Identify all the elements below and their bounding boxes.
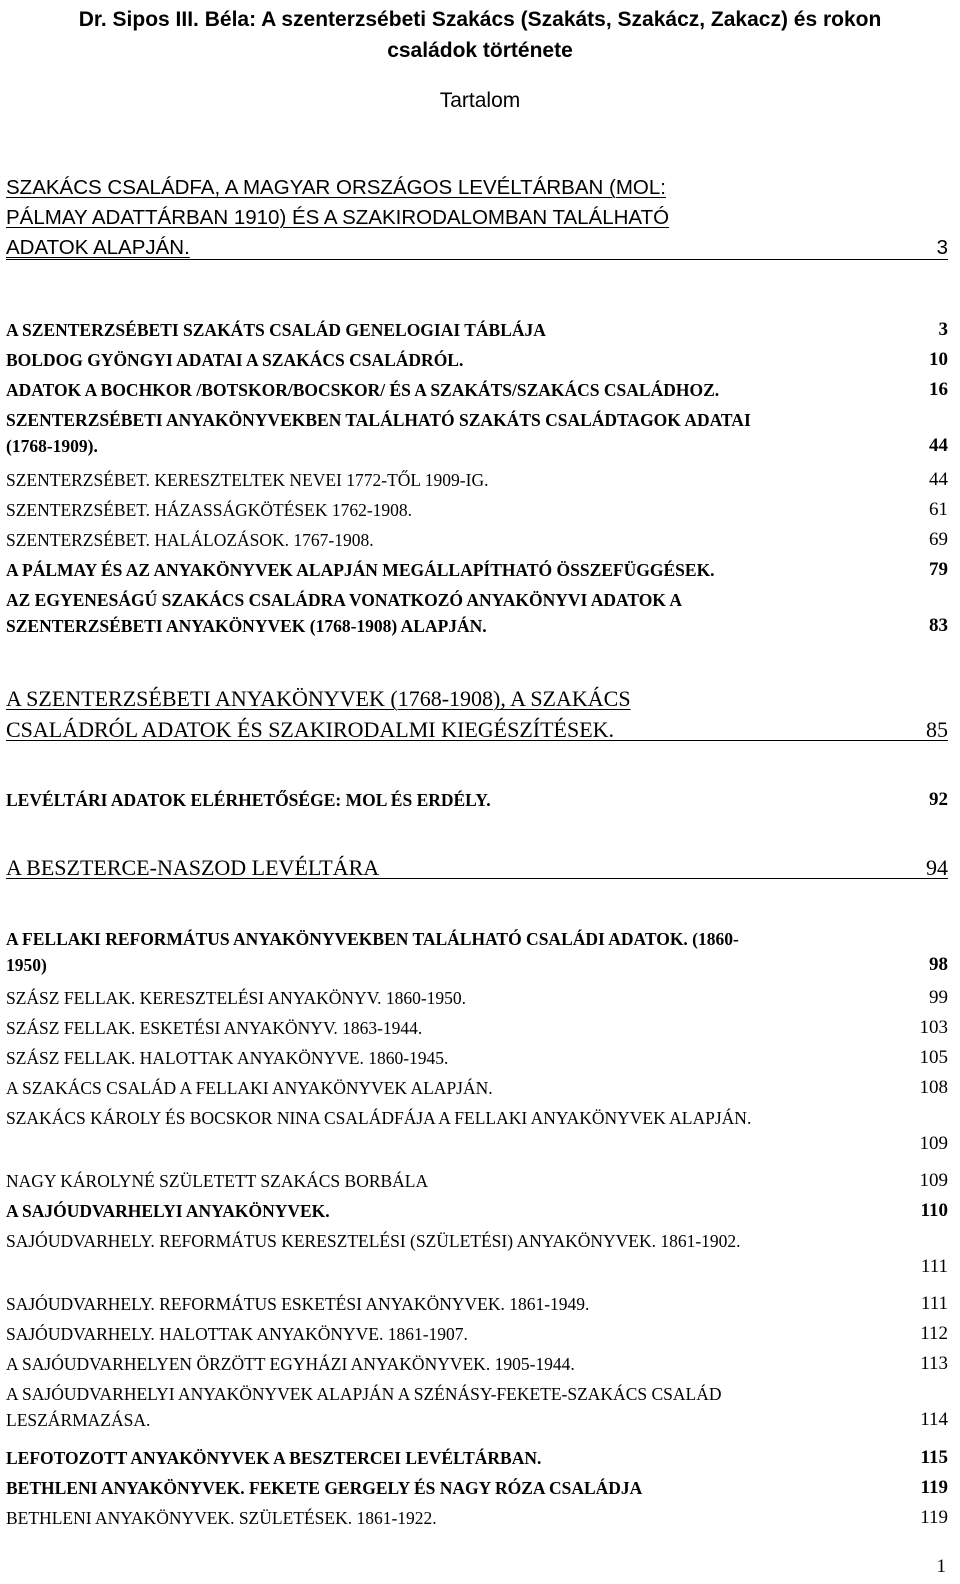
- toc-entry[interactable]: [6, 1505, 948, 1531]
- toc-entry-page: 109: [919, 1170, 948, 1191]
- toc-entry-title: SZÁSZ FELLAK. KERESZTELÉSI ANYAKÖNYV. 1860-1950.: [6, 988, 467, 1008]
- toc-entry[interactable]: [6, 527, 948, 553]
- toc-entry-title: A SZAKÁCS CSALÁD A FELLAKI ANYAKÖNYVEK ALAPJÁN.: [6, 1078, 493, 1098]
- toc-entry[interactable]: [6, 1105, 948, 1157]
- toc-entry-title: SZÁSZ FELLAK. HALOTTAK ANYAKÖNYVE. 1860-1945.: [6, 1048, 449, 1068]
- toc-entry-page: 16: [929, 379, 948, 400]
- toc-entry-title: SAJÓUDVARHELY. REFORMÁTUS KERESZTELÉSI (SZÜLETÉSI) ANYAKÖNYVEK. 1861-1902.: [6, 1231, 741, 1251]
- toc-entry-title: SZENTERZSÉBET. KERESZTELTEK NEVEI 1772-TŐL 1909-IG.: [6, 470, 489, 490]
- toc-entry[interactable]: [6, 407, 948, 459]
- toc-entry-title: ADATOK ALAPJÁN.: [6, 236, 190, 259]
- toc-entry-title: LEFOTOZOTT ANYAKÖNYVEK A BESZTERCEI LEVÉLTÁRBAN.: [6, 1448, 542, 1468]
- toc-entry[interactable]: [6, 852, 948, 883]
- toc-entry-title: A PÁLMAY ÉS AZ ANYAKÖNYVEK ALAPJÁN MEGÁLLAPÍTHATÓ ÖSSZEFÜGGÉSEK.: [6, 560, 715, 580]
- toc-entry-page: 44: [929, 435, 948, 456]
- toc-entry-page: 105: [919, 1047, 948, 1068]
- toc-entry-page: 111: [920, 1293, 948, 1314]
- toc-entry-page: 119: [920, 1507, 948, 1528]
- toc-entry[interactable]: [6, 1381, 948, 1433]
- toc-entry-title: CSALÁDRÓL ADATOK ÉS SZAKIRODALMI KIEGÉSZÍTÉSEK.: [6, 717, 615, 742]
- toc-entry[interactable]: [6, 1198, 948, 1224]
- toc-entry[interactable]: [6, 1015, 948, 1041]
- toc-heading: Tartalom: [439, 89, 521, 112]
- toc-leader-rule: [6, 259, 948, 260]
- toc-entry-page: 111: [920, 1256, 948, 1277]
- toc-entry-title: A SZENTERZSÉBETI SZAKÁTS CSALÁD GENELOGIAI TÁBLÁJA: [6, 320, 546, 340]
- toc-entry-page: 98: [929, 954, 948, 975]
- toc-entry[interactable]: [6, 1228, 948, 1280]
- toc-entry-title: NAGY KÁROLYNÉ SZÜLETETT SZAKÁCS BORBÁLA: [6, 1171, 429, 1191]
- toc-entry-page: 79: [929, 559, 948, 580]
- toc-entry[interactable]: [6, 1291, 948, 1317]
- toc-entry[interactable]: [6, 467, 948, 493]
- toc-entry-title: A SAJÓUDVARHELYI ANYAKÖNYVEK ALAPJÁN A SZÉNÁSY-FEKETE-SZAKÁCS CSALÁD: [6, 1384, 722, 1404]
- toc-entry-title: SZENTERZSÉBETI ANYAKÖNYVEKBEN TALÁLHATÓ SZAKÁTS CSALÁDTAGOK ADATAI: [6, 410, 751, 430]
- toc-entry-title: [6, 1254, 948, 1280]
- toc-entry-page: 114: [920, 1409, 948, 1430]
- toc-entry-title: SZENTERZSÉBET. HÁZASSÁGKÖTÉSEK 1762-1908.: [6, 500, 413, 520]
- toc-entry[interactable]: [6, 1045, 948, 1071]
- toc-entry[interactable]: [6, 497, 948, 523]
- toc-entry[interactable]: [6, 985, 948, 1011]
- toc-entry[interactable]: [6, 317, 948, 343]
- toc-entry[interactable]: [6, 1351, 948, 1377]
- toc-entry-page: 92: [929, 789, 948, 810]
- toc-leader-rule: [6, 878, 948, 879]
- document-title-line: Dr. Sipos III. Béla: A szenterzsébeti Szakács (Szakáts, Szakácz, Zakacz) és rokon: [78, 8, 882, 31]
- toc-entry-page: 69: [929, 529, 948, 550]
- document-title-line: családok története: [387, 39, 573, 62]
- toc-entry-page: 112: [920, 1323, 948, 1344]
- toc-entry-title: SAJÓUDVARHELY. REFORMÁTUS ESKETÉSI ANYAKÖNYVEK. 1861-1949.: [6, 1294, 590, 1314]
- toc-entry-title: LESZÁRMAZÁSA.: [6, 1410, 151, 1430]
- toc-entry-page: 108: [919, 1077, 948, 1098]
- toc-entry-title: SZENTERZSÉBETI ANYAKÖNYVEK (1768-1908) ALAPJÁN.: [6, 616, 487, 636]
- toc-entry-title: ADATOK A BOCHKOR /BOTSKOR/BOCSKOR/ ÉS A SZAKÁTS/SZAKÁCS CSALÁDHOZ.: [6, 380, 720, 400]
- toc-entry-title: SAJÓUDVARHELY. HALOTTAK ANYAKÖNYVE. 1861-1907.: [6, 1324, 468, 1344]
- toc-entry-title: [6, 1131, 948, 1157]
- toc-entry-page: 113: [920, 1353, 948, 1374]
- toc-entry[interactable]: [6, 347, 948, 373]
- toc-entry[interactable]: [6, 173, 948, 263]
- toc-entry-page: 83: [929, 615, 948, 636]
- toc-entry-title: LEVÉLTÁRI ADATOK ELÉRHETŐSÉGE: MOL ÉS ERDÉLY.: [6, 790, 491, 810]
- toc-entry-title: SZENTERZSÉBET. HALÁLOZÁSOK. 1767-1908.: [6, 530, 374, 550]
- toc-entry-title: A BESZTERCE-NASZOD LEVÉLTÁRA: [6, 855, 380, 880]
- toc-entry[interactable]: [6, 1445, 948, 1471]
- toc-entry-title: (1768-1909).: [6, 436, 98, 456]
- toc-entry-page: 119: [920, 1477, 948, 1498]
- toc-entry[interactable]: [6, 557, 948, 583]
- toc-entry-title: BETHLENI ANYAKÖNYVEK. SZÜLETÉSEK. 1861-1922.: [6, 1508, 437, 1528]
- toc-entry[interactable]: [6, 1321, 948, 1347]
- toc-entry-title: 1950): [6, 955, 47, 975]
- toc-entry-page: 94: [926, 855, 948, 880]
- toc-entry-page: 115: [920, 1447, 948, 1468]
- page-number: 1: [936, 1556, 946, 1577]
- toc-entry-title: AZ EGYENESÁGÚ SZAKÁCS CSALÁDRA VONATKOZÓ ANYAKÖNYVI ADATOK A: [6, 590, 682, 610]
- toc-entry-page: 10: [929, 349, 948, 370]
- toc-entry-page: 3: [938, 319, 948, 340]
- toc-entry[interactable]: [6, 787, 948, 813]
- toc-entry[interactable]: [6, 926, 948, 978]
- toc-entry-title: A SAJÓUDVARHELYI ANYAKÖNYVEK.: [6, 1201, 330, 1221]
- toc-entry-page: 109: [919, 1133, 948, 1154]
- toc-entry-page: 61: [929, 499, 948, 520]
- toc-entry[interactable]: [6, 683, 948, 745]
- toc-entry-title: BOLDOG GYÖNGYI ADATAI A SZAKÁCS CSALÁDRÓL.: [6, 350, 464, 370]
- toc-entry-title: A SAJÓUDVARHELYEN ÖRZÖTT EGYHÁZI ANYAKÖNYVEK. 1905-1944.: [6, 1354, 575, 1374]
- toc-entry-page: 44: [929, 469, 948, 490]
- toc-entry[interactable]: [6, 587, 948, 639]
- toc-entry-page: 3: [936, 236, 948, 259]
- toc-entry-title: SZÁSZ FELLAK. ESKETÉSI ANYAKÖNYV. 1863-1944.: [6, 1018, 423, 1038]
- document-title: [0, 4, 960, 66]
- toc-entry-page: 110: [920, 1200, 948, 1221]
- toc-entry-page: 85: [926, 717, 948, 742]
- toc-entry-title: SZAKÁCS KÁROLY ÉS BOCSKOR NINA CSALÁDFÁJA A FELLAKI ANYAKÖNYVEK ALAPJÁN.: [6, 1108, 752, 1128]
- toc-entry[interactable]: [6, 1168, 948, 1194]
- toc-entry-title: A FELLAKI REFORMÁTUS ANYAKÖNYVEKBEN TALÁLHATÓ CSALÁDI ADATOK. (1860-: [6, 929, 739, 949]
- toc-entry-page: 103: [919, 1017, 948, 1038]
- toc-entry-title: SZAKÁCS CSALÁDFA, A MAGYAR ORSZÁGOS LEVÉLTÁRBAN (MOL:: [6, 176, 666, 199]
- toc-entry[interactable]: [6, 1475, 948, 1501]
- toc-entry-page: 99: [929, 987, 948, 1008]
- toc-entry[interactable]: [6, 1075, 948, 1101]
- toc-entry-title: PÁLMAY ADATTÁRBAN 1910) ÉS A SZAKIRODALOMBAN TALÁLHATÓ: [6, 206, 670, 229]
- toc-entry-title: BETHLENI ANYAKÖNYVEK. FEKETE GERGELY ÉS NAGY RÓZA CSALÁDJA: [6, 1478, 643, 1498]
- toc-leader-rule: [6, 740, 948, 741]
- toc-entry[interactable]: [6, 377, 948, 403]
- toc-entry-title: A SZENTERZSÉBETI ANYAKÖNYVEK (1768-1908), A SZAKÁCS: [6, 686, 631, 711]
